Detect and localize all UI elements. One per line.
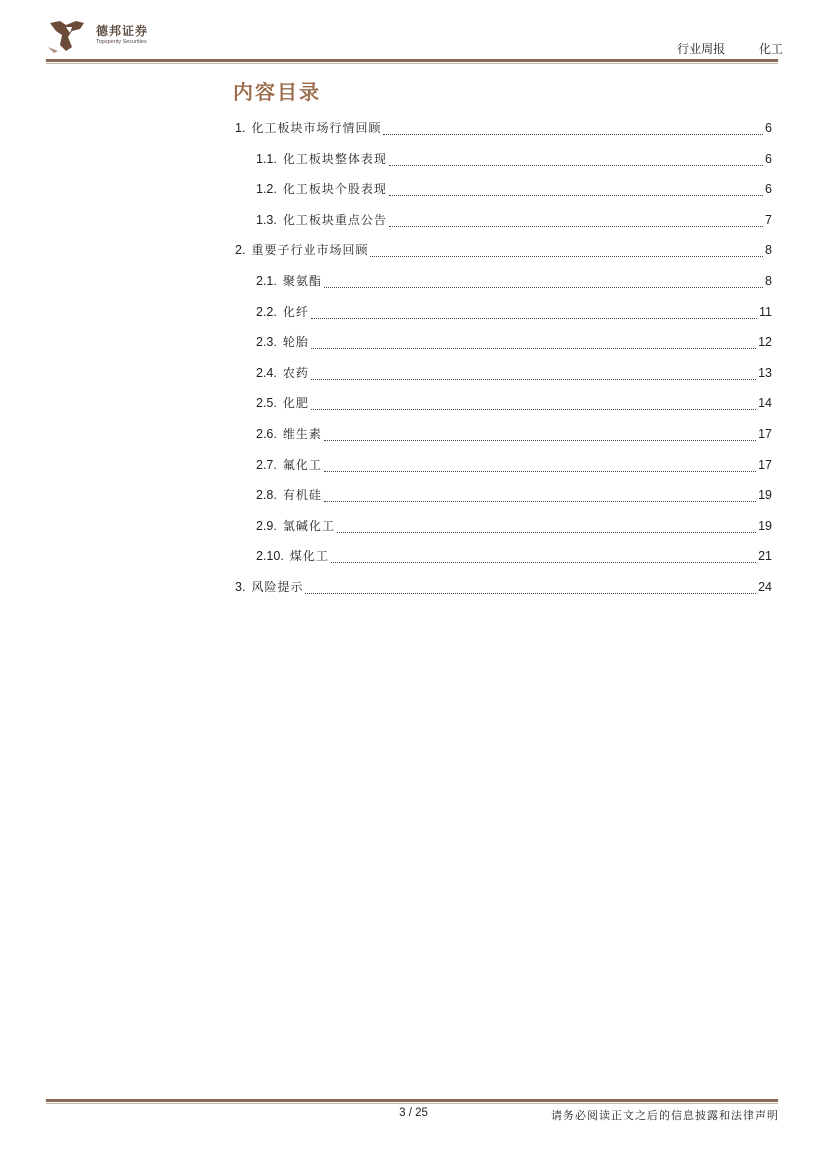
header-divider-thin [46,63,778,64]
toc-entry-page: 21 [758,549,772,564]
footer-divider-thin [46,1103,778,1104]
toc-entry-number: 1.2. [256,182,277,197]
report-type: 行业周报 [677,42,726,56]
toc-entry-title: 聚氨酯 [282,274,322,288]
toc-leader-dots [331,561,756,563]
toc-entry-title: 化工板块个股表现 [282,182,387,197]
toc-entry-page: 12 [758,335,772,350]
toc-entry-page: 8 [765,274,772,288]
toc-leader-dots [389,164,763,166]
toc-entry-number: 2.5. [256,396,277,411]
toc-entry[interactable] [256,547,772,567]
toc-entry-page: 19 [758,488,772,503]
toc-entry-title: 重要子行业市场回顾 [251,243,369,258]
toc-entry[interactable] [256,517,772,537]
toc-entry-page: 6 [765,151,772,166]
toc-entry-number: 2.6. [256,427,277,441]
header-divider [46,59,778,62]
toc-entry[interactable] [256,425,772,445]
toc-entry-title: 化工板块整体表现 [282,151,387,166]
toc-entry[interactable] [256,150,772,170]
toc-entry-number: 2.9. [256,518,277,533]
toc-entry-number: 2.7. [256,457,277,472]
toc-entry[interactable] [235,578,772,598]
toc-entry-page: 17 [758,427,772,441]
toc-entry-page: 19 [758,518,772,533]
toc-entry-number: 2.1. [256,274,277,288]
toc-entry[interactable] [256,333,772,353]
toc-entry-page: 14 [758,396,772,411]
toc-entry-number: 2.8. [256,488,277,503]
toc-entry-page: 8 [765,243,772,258]
toc-entry-title: 氯碱化工 [282,518,335,533]
toc-leader-dots [324,470,756,472]
toc-leader-dots [389,225,763,227]
toc-entry-number: 1. [235,121,246,135]
toc-leader-dots [337,531,756,533]
toc-leader-dots [370,255,763,257]
toc-entry-number: 2.4. [256,365,277,380]
toc-entry-page: 11 [759,304,772,319]
toc-entry[interactable] [256,364,772,384]
toc-entry-title: 轮胎 [282,335,309,350]
toc-leader-dots [389,194,763,196]
toc-title: 内容目录 [233,80,321,104]
toc-entry[interactable] [256,272,772,292]
toc-entry-page: 7 [765,212,772,227]
toc-entry-page: 13 [758,365,772,380]
brand-name: 德邦证券 [96,24,149,38]
toc-entry-number: 3. [235,580,246,594]
toc-entry-title: 有机硅 [282,488,322,503]
toc-entry-title: 氟化工 [282,457,322,472]
toc-leader-dots [311,347,756,349]
toc-leader-dots [324,286,763,288]
brand-name-en: Topsperity Securities [96,39,147,45]
toc-entry-title: 煤化工 [289,549,329,564]
toc-entry[interactable] [256,456,772,476]
toc-leader-dots [311,408,756,410]
toc-entry-title: 化肥 [282,396,309,411]
toc-leader-dots [324,500,756,502]
toc-entry[interactable] [256,486,772,506]
toc-entry-number: 1.3. [256,212,277,227]
header-meta [647,40,783,57]
toc-entry[interactable] [256,303,772,323]
toc-entry[interactable] [256,394,772,414]
toc-entry-page: 24 [758,580,772,594]
toc-entry[interactable] [256,180,772,200]
page-number: 3 / 25 [399,1107,428,1119]
company-logo-icon [46,17,88,55]
toc-entry-number: 2. [235,243,246,258]
sector-label: 化工 [758,42,783,56]
toc-entry-number: 2.10. [256,549,284,564]
toc-entry-page: 6 [765,121,772,135]
toc-leader-dots [324,439,756,441]
footer-divider [46,1099,778,1102]
toc-leader-dots [383,133,763,135]
toc-entry-title: 农药 [282,365,309,380]
toc-entry[interactable] [235,241,772,261]
toc-entry-page: 6 [765,182,772,197]
toc-entry-title: 维生素 [282,427,322,441]
toc-entry-number: 2.2. [256,304,277,319]
toc-entry-number: 1.1. [256,151,277,166]
toc-entry-title: 风险提示 [251,580,304,594]
disclaimer-note: 请务必阅读正文之后的信息披露和法律声明 [551,1109,779,1122]
toc-leader-dots [311,378,756,380]
toc-leader-dots [305,592,756,594]
toc-entry[interactable] [256,211,772,231]
toc-entry-title: 化工板块重点公告 [282,212,387,227]
toc-entry-number: 2.3. [256,335,277,350]
toc-entry-page: 17 [758,457,772,472]
toc-entry-title: 化纤 [282,304,309,319]
toc-entry[interactable] [235,119,772,139]
toc-entry-title: 化工板块市场行情回顾 [251,121,382,135]
toc-leader-dots [311,317,757,319]
